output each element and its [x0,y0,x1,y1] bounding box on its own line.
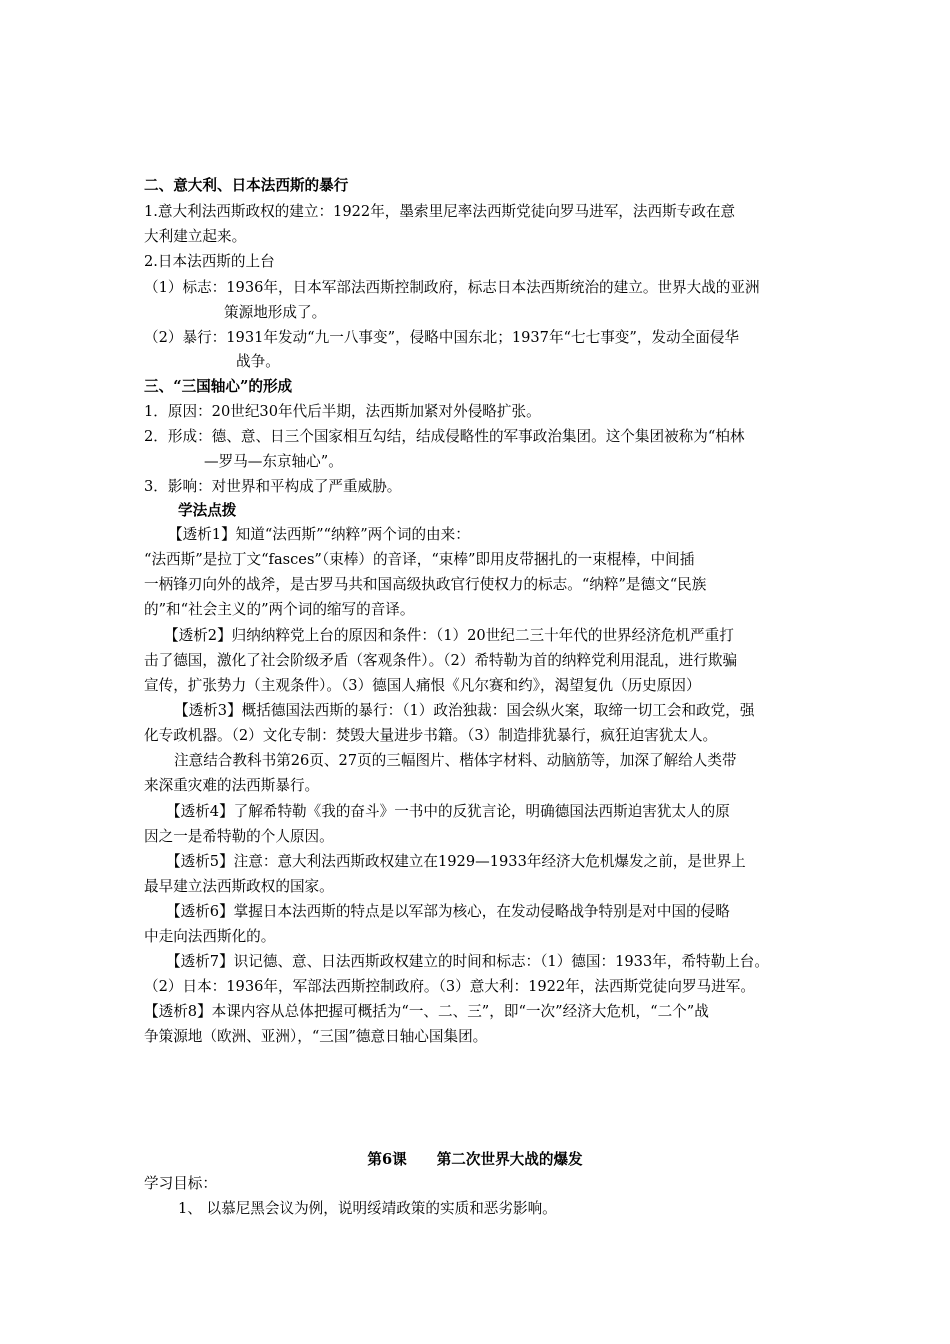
analysis-6-line2: 中走向法西斯化的。 [144,928,276,945]
analysis-8-line1: 【透析8】本课内容从总体把握可概括为“一、二、三”，即“一次”经济大危机，“二个”战 [144,1003,709,1020]
goals-label: 学习目标： [144,1175,217,1192]
paragraph-italy-fascism-line2: 大利建立起来。 [144,228,247,245]
analysis-2-line3: 宣传，扩张势力（主观条件）。（3）德国人痛恨《凡尔赛和约》，渴望复仇（历史原因） [144,677,701,694]
analysis-7-line2: （2）日本：1936年，军部法西斯控制政府。（3）意大利：1922年，法西斯党徒向罗马进军。 [144,978,755,995]
paragraph-axis-impact: 3．影响：对世界和平构成了严重威胁。 [144,478,402,495]
goal-1: 1、 以慕尼黑会议为例，说明绥靖政策的实质和恶劣影响。 [178,1200,557,1217]
paragraph-axis-formation-line2: —罗马—东京轴心”。 [204,453,343,470]
analysis-3-line1: 【透析3】概括德国法西斯的暴行：（1）政治独裁：国会纵火案，取缔一切工会和政党，强 [174,702,755,719]
analysis-6-line1: 【透析6】掌握日本法西斯的特点是以军部为核心，在发动侵略战争特别是对中国的侵略 [166,903,730,920]
analysis-4-line2: 因之一是希特勒的个人原因。 [144,828,334,845]
analysis-1-line2: “法西斯”是拉丁文“fasces”（束棒）的音译，“束棒”即用皮带捆扎的一束棍棒，中间插 [144,551,695,568]
paragraph-japan-sign-line1: （1）标志：1936年，日本军部法西斯控制政府，标志日本法西斯统治的建立。世界大战的亚洲 [144,279,760,296]
section-heading-italy-japan: 二、意大利、日本法西斯的暴行 [144,177,349,194]
analysis-2-line1: 【透析2】归纳纳粹党上台的原因和条件：（1）20世纪二三十年代的世界经济危机严重打 [164,627,734,644]
method-heading: 学法点拨 [178,502,237,519]
paragraph-japan-rise: 2.日本法西斯的上台 [144,253,275,270]
analysis-7-line1: 【透析7】识记德、意、日法西斯政权建立的时间和标志：（1）德国：1933年，希特勒上台。 [166,953,769,970]
analysis-3-line4: 来深重灾难的法西斯暴行。 [144,777,320,794]
analysis-3-line3: 注意结合教科书第26页、27页的三幅图片、楷体字材料、动脑筋等，加深了解给人类带 [174,752,737,769]
analysis-1-line4: 的”和“社会主义的”两个词的缩写的音译。 [144,601,415,618]
analysis-2-line2: 击了德国，激化了社会阶级矛盾（客观条件）。（2）希特勒为首的纳粹党利用混乱，进行欺骗 [144,652,738,669]
paragraph-japan-atrocity-line2: 战争。 [236,353,280,370]
analysis-5-line2: 最早建立法西斯政权的国家。 [144,878,334,895]
analysis-5-line1: 【透析5】注意：意大利法西斯政权建立在1929—1933年经济大危机爆发之前，是世界上 [166,853,746,870]
analysis-8-line2: 争策源地（欧洲、亚洲），“三国”德意日轴心国集团。 [144,1028,488,1045]
analysis-1-line3: 一柄锋刃向外的战斧，是古罗马共和国高级执政官行使权力的标志。“纳粹”是德文“民族 [144,576,707,593]
paragraph-japan-sign-line2: 策源地形成了。 [224,304,327,321]
lesson-title [0,1148,950,1172]
lesson-name: 第二次世界大战的爆发 [436,1151,583,1168]
analysis-3-line2: 化专政机器。（2）文化专制：焚毁大量进步书籍。（3）制造排犹暴行，疯狂迫害犹太人。 [144,727,718,744]
paragraph-italy-fascism-line1: 1.意大利法西斯政权的建立：1922年，墨索里尼率法西斯党徒向罗马进军，法西斯专政在意 [144,203,736,220]
lesson-number: 第6课 [367,1151,407,1168]
analysis-1-line1: 【透析1】知道“法西斯”“纳粹”两个词的由来： [168,526,470,543]
section-heading-axis: 三、“三国轴心”的形成 [144,378,293,395]
paragraph-axis-formation-line1: 2．形成：德、意、日三个国家相互勾结，结成侵略性的军事政治集团。这个集团被称为“柏林 [144,428,745,445]
paragraph-axis-cause: 1．原因：20世纪30年代后半期，法西斯加紧对外侵略扩张。 [144,403,541,420]
analysis-4-line1: 【透析4】了解希特勒《我的奋斗》一书中的反犹言论，明确德国法西斯迫害犹太人的原 [166,803,730,820]
paragraph-japan-atrocity-line1: （2）暴行：1931年发动“九一八事变”，侵略中国东北；1937年“七七事变”，发动全面侵华 [144,329,740,346]
